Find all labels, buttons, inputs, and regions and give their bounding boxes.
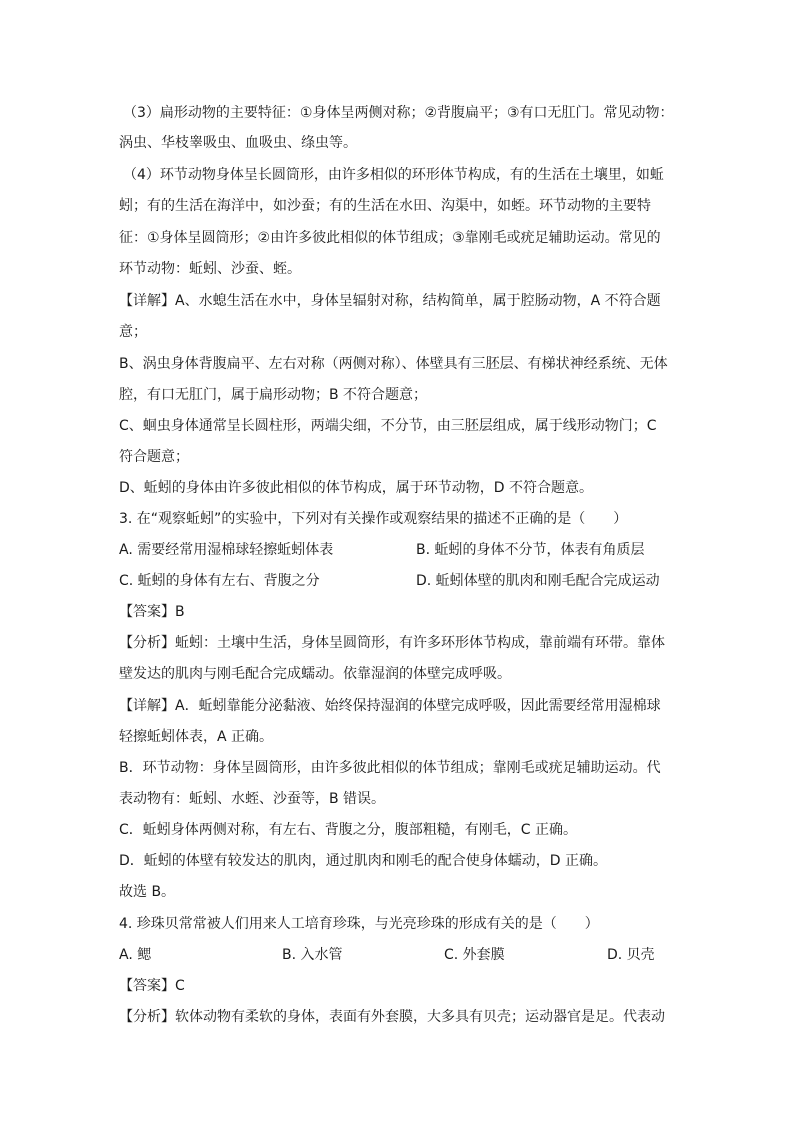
text-line: 【分析】蚯蚓：土壤中生活，身体呈圆筒形，有许多环形体节构成，靠前端有环带。靠体 bbox=[119, 635, 665, 651]
text-line: 【详解】A、水螅生活在水中，身体呈辐射对称，结构简单，属于腔肠动物，A 不符合题 bbox=[119, 293, 661, 309]
text-line: （4）环节动物身体呈长圆筒形，由许多相似的环形体节构成，有的生活在土壤里，如蚯 bbox=[123, 167, 664, 183]
text-line: D．蚯蚓的体壁有较发达的肌肉，通过肌肉和刚毛的配合使身体蠕动，D 正确。 bbox=[119, 853, 608, 869]
option-d: D. 贝壳 bbox=[607, 947, 655, 963]
text-line: 故选 B。 bbox=[119, 884, 176, 900]
text-line: C．蚯蚓身体两侧对称，有左右、背腹之分，腹部粗糙，有刚毛，C 正确。 bbox=[119, 822, 577, 838]
option-d: D. 蚯蚓体壁的肌肉和刚毛配合完成运动 bbox=[416, 573, 660, 589]
text-line: 蚓；有的生活在海洋中，如沙蚕；有的生活在水田、沟渠中，如蛭。环节动物的主要特 bbox=[119, 198, 651, 214]
text-line: B．环节动物：身体呈圆筒形，由许多彼此相似的体节组成；靠刚毛或疣足辅助运动。代 bbox=[119, 760, 661, 776]
option-a: A. 需要经常用湿棉球轻擦蚯蚓体表 bbox=[119, 542, 334, 558]
text-line: 表动物有：蚯蚓、水蛭、沙蚕等，B 错误。 bbox=[119, 791, 386, 807]
text-line: 符合题意； bbox=[119, 449, 189, 465]
text-line: 腔，有口无肛门，属于扁形动物；B 不符合题意； bbox=[119, 387, 428, 403]
question-stem: 4. 珍珠贝常常被人们用来人工培育珍珠，与光亮珍珠的形成有关的是（ ） bbox=[119, 916, 599, 932]
question-stem: 3. 在“观察蚯蚓”的实验中，下列对有关操作或观察结果的描述不正确的是（ ） bbox=[119, 511, 628, 527]
text-line: D、蚯蚓的身体由许多彼此相似的体节构成，属于环节动物，D 不符合题意。 bbox=[119, 480, 594, 496]
text-line: 意； bbox=[119, 324, 147, 340]
text-line: （3）扁形动物的主要特征：①身体呈两侧对称；②背腹扁平；③有口无肛门。常见动物： bbox=[123, 105, 674, 121]
option-b: B. 蚯蚓的身体不分节，体表有角质层 bbox=[416, 542, 645, 558]
option-b: B. 入水管 bbox=[282, 947, 343, 963]
text-line: 【分析】软体动物有柔软的身体，表面有外套膜，大多具有贝壳；运动器官是足。代表动 bbox=[119, 1009, 665, 1025]
option-c: C. 蚯蚓的身体有左右、背腹之分 bbox=[119, 573, 320, 589]
text-line: 轻擦蚯蚓体表，A 正确。 bbox=[119, 729, 274, 745]
text-line: 征：①身体呈圆筒形；②由许多彼此相似的体节组成；③靠刚毛或疣足辅助运动。常见的 bbox=[119, 230, 661, 246]
text-line: 壁发达的肌肉与刚毛配合完成蠕动。依靠湿润的体壁完成呼吸。 bbox=[119, 666, 511, 682]
text-line: 环节动物：蚯蚓、沙蚕、蛭。 bbox=[119, 261, 301, 277]
text-line: 涡虫、华枝睾吸虫、血吸虫、绦虫等。 bbox=[119, 135, 357, 151]
option-a: A. 鳃 bbox=[119, 947, 152, 963]
text-line: 【详解】A．蚯蚓靠能分泌黏液、始终保持湿润的体壁完成呼吸，因此需要经常用湿棉球 bbox=[119, 698, 661, 714]
text-line: C、蛔虫身体通常呈长圆柱形，两端尖细，不分节，由三胚层组成，属于线形动物门；C bbox=[119, 418, 657, 434]
answer-line: 【答案】B bbox=[119, 604, 185, 620]
answer-line: 【答案】C bbox=[119, 978, 185, 994]
text-line: B、涡虫身体背腹扁平、左右对称（两侧对称）、体壁具有三胚层、有梯状神经系统、无体 bbox=[119, 356, 668, 372]
option-c: C. 外套膜 bbox=[444, 947, 505, 963]
